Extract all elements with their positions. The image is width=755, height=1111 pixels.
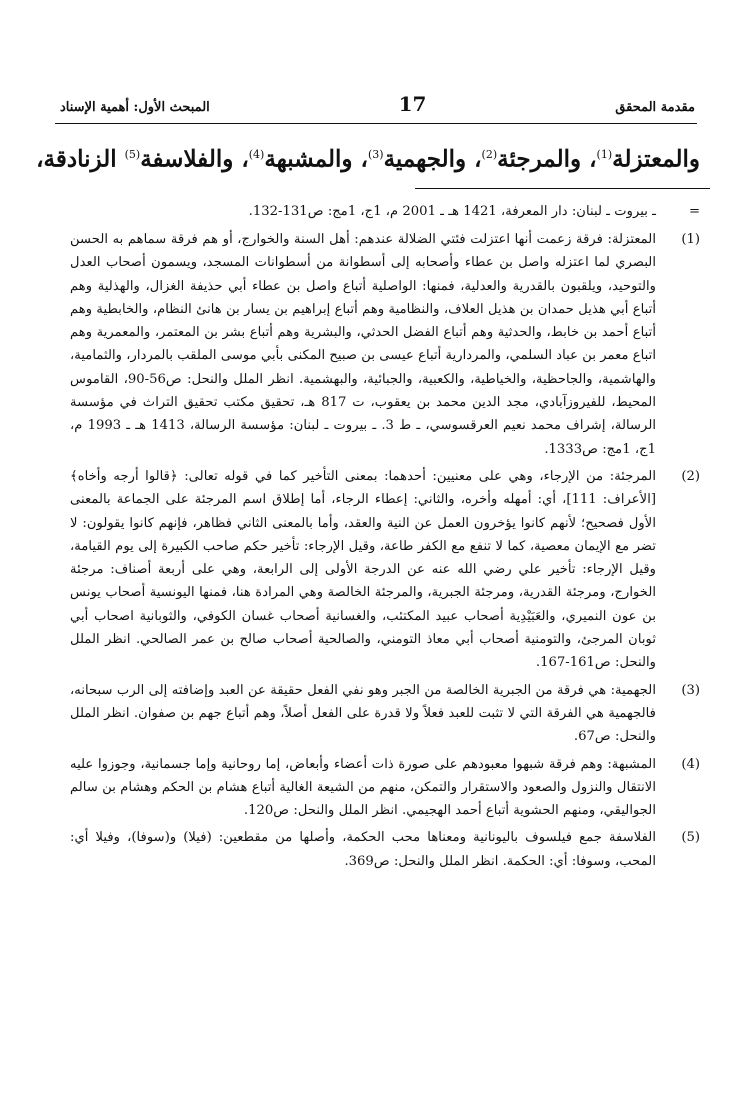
section-title: المبحث الأول: أهمية الإسناد bbox=[60, 100, 210, 115]
footnote-number: (1) bbox=[681, 232, 700, 247]
footnote-1 bbox=[70, 228, 700, 461]
footnote-text: المعتزلة: فرقة زعمت أنها اعتزلت فئتي الضلالة عندهم: أهل السنة والخوارج، أو هم فرقة سماهم به الحسن البصري لما اعتزله واصل بن عطاء وأصحابه إلى أسطوانة من أسطوانات المسجد، ويسمون أصحاب العدل والتوحيد، ويلقبون بالقدرية والعدلية، فمنها: الواصلية أتباع واصل بن عطاء أبي حذيفة الغزال، والهذلية وهم أتباع أبي هذيل حمدان بن هذيل العلاف، والنظامية وهم أتباع إبراهيم بن يسار بن هانئ النظام، والخابطية وهم أتباع أحمد بن خابط، والحدثية وهم أتباع الفضل الحدثي، والبشرية وهم أتباع بشر بن المعتمر، والمعمرية وهم اتباع معمر بن عباد السلمي، والمردارية أتباع عيسى بن صبيح المكنى بأبي موسى الملقب بالمردار، والثمامية، والهاشمية، والجاحظية، والخياطية، والكعبية، والجبائية، والبهشمية. انظر الملل والنحل: ص56-90، القاموس المحيط، للفيروزآبادي، مجد الدين محمد بن يعقوب، ت 817 هـ، تحقيق مكتب تحقيق التراث في مؤسسة الرسالة، إشراف محمد نعيم العرقسوسي، ـ ط 3. ـ بيروت ـ لبنان: مؤسسة الرسالة، 1413 هـ ـ 1993 م، 1ج، 1مج: ص1333. bbox=[70, 232, 656, 457]
main-text-line bbox=[36, 135, 700, 180]
footnotes bbox=[70, 228, 700, 877]
footnote-ref: (4) bbox=[248, 148, 265, 161]
footnote-number: (4) bbox=[681, 756, 700, 772]
footnote-text: الفلاسفة جمع فيلسوف باليونانية ومعناها محب الحكمة، وأصلها من مقطعين: (فيلا) و(سوفا)، وفيلا أي: المحب، وسوفا: أي: الحكمة. انظر الملل والنحل: ص369. bbox=[70, 830, 656, 869]
footnote-ref: (2) bbox=[481, 148, 498, 161]
footnote-3 bbox=[70, 679, 700, 749]
page-number: 17 bbox=[398, 92, 427, 116]
footnote-ref: (3) bbox=[367, 148, 384, 161]
main-word: ، والجهمية bbox=[383, 145, 482, 173]
footnote-ref: (5) bbox=[124, 148, 141, 161]
main-word: ، والفلاسفة bbox=[140, 145, 249, 173]
main-word: ، والمرجئة bbox=[497, 145, 597, 173]
continuation-marker: = bbox=[688, 204, 700, 219]
footnote-text: المرجئة: من الإرجاء، وهي على معنيين: أحدهما: بمعنى التأخير كما في قوله تعالى: ﴿قالوا أرجه وأخاه﴾ [الأعراف: 111]، أي: أمهله وأخره، والثاني: إعطاء الرجاء، أما إطلاق اسم المرجئة على الجماعة بالمعنى الأول فصحيح؛ لأنهم كانوا يؤخرون العمل عن النية والعقد، وأما بالمعنى الثاني فظاهر، فإنهم كانوا يقولون: لا تضر مع الإيمان معصية، كما لا تنفع مع الكفر طاعة، وقيل الإرجاء: تأخير حكم صاحب الكبيرة إلى يوم القيامة، وقيل الإرجاء: تأخير علي رضي الله عنه عن الدرجة الأولى إلى الرابعة، وهي على أربعة أصناف: مرجئة الخوارج، ومرجئة القدرية، ومرجئة الجبرية، والمرجئة الخالصة وهي المرادة هنا، فمنها اليونسية أصحاب يونس بن عون النميري، والعَبَيْدِية أصحاب عبيد المكتئب، والغسانية أصحاب غسان الكوفي، والثوبانية اصحاب أبي ثوبان المرجئ، والتومنية أصحاب أبي معاذ التومني، والصالحية أصحاب صالح بن عمر الصالحي. انظر الملل والنحل: ص161-167. bbox=[70, 468, 656, 671]
footnote-separator bbox=[415, 188, 710, 189]
footnote-text: الجهمية: هي فرقة من الجبرية الخالصة من الجبر وهو نفي الفعل حقيقة عن العبد وإضافته إلى الرب سبحانه، فالجهمية هي الفرقة التي لا تثبت للعبد فعلاً ولا قدرة على الفعل أصلاً، وهم أتباع جهم بن صفوان. انظر الملل والنحل: ص67. bbox=[70, 682, 656, 745]
footnote-number: (2) bbox=[681, 468, 700, 484]
footnote-continuation bbox=[70, 200, 700, 223]
footnote-4 bbox=[70, 753, 700, 823]
footnote-ref: (1) bbox=[596, 148, 613, 161]
footnote-2 bbox=[70, 465, 700, 675]
running-header bbox=[60, 92, 695, 118]
header-rule bbox=[55, 123, 697, 124]
footnote-text: المشبهة: وهم فرقة شبهوا معبودهم على صورة ذات أعضاء وأبعاض، إما روحانية وإما جسمانية، وجوزوا عليه الانتقال والنزول والصعود والاستقرار والتمكن، منهم من الشيعة الغالية أتباع هشام بن الحكم وهشام بن سالم الجواليقي، ومنهم الحشوية أتباع أحمد الهجيمي. انظر الملل والنحل: ص120. bbox=[70, 756, 656, 819]
continuation-text: ـ بيروت ـ لبنان: دار المعرفة، 1421 هـ ـ 2001 م، 1ج، 1مج: ص131-132. bbox=[248, 204, 656, 219]
main-word: الزنادقة، bbox=[36, 145, 125, 173]
footnote-5 bbox=[70, 826, 700, 873]
main-word: ، والمشبهة bbox=[264, 145, 368, 173]
footnote-number: (3) bbox=[681, 682, 700, 698]
chapter-title: مقدمة المحقق bbox=[615, 100, 695, 115]
footnote-number: (5) bbox=[681, 830, 700, 846]
main-word: والمعتزلة bbox=[612, 145, 700, 173]
